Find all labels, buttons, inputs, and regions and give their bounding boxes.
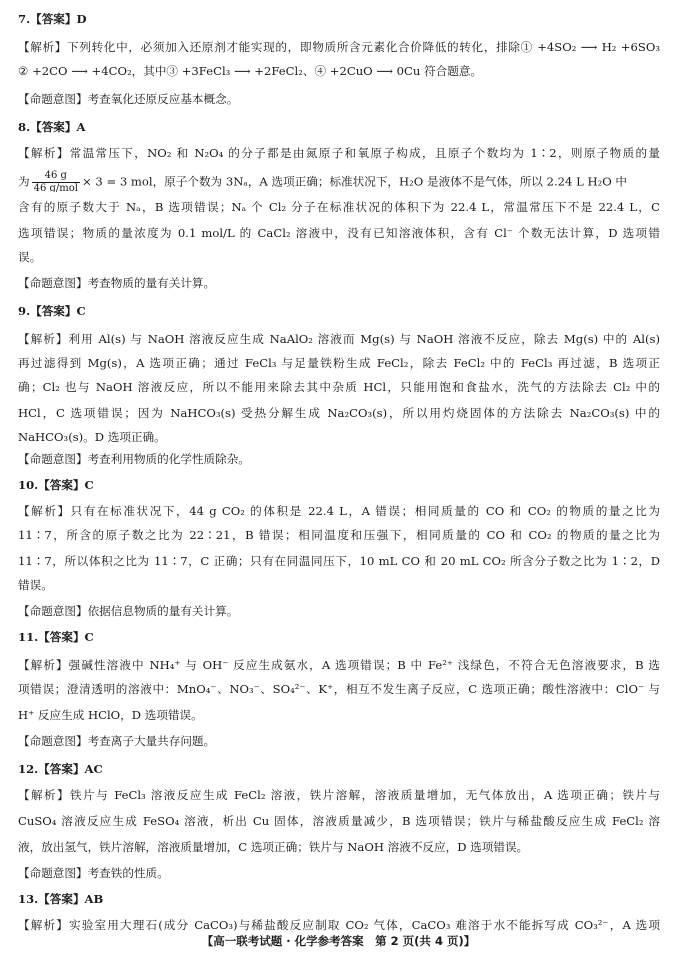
page-footer: 【高一联考试题 · 化学参考答案 第 2 页(共 4 页)】 bbox=[201, 934, 476, 948]
text-line: 【解析】常温常压下，NO₂ 和 N₂O₄ 的分子都是由氮原子和氧原子构成，且原子个数均为 1∶2，则原子物质的量 bbox=[18, 146, 660, 160]
text-line: 【命题意图】考查离子大量共存问题。 bbox=[18, 734, 216, 748]
text-line-body: × 3 = 3 mol，原子个数为 3Nₐ，A 选项正确；标准状况下，H₂O 是液体不是气体，所以 2.24 L H₂O 中 bbox=[81, 174, 628, 189]
text-line: 11∶7，所含的原子数之比为 22∶21，B 错误；相同温度和压强下，相同质量的 CO 和 CO₂ 的物质的量之比为 bbox=[18, 528, 660, 542]
text-line: 【解析】下列转化中，必须加入还原剂才能实现的，即物质所含元素化合价降低的转化，排除① +4SO₂ ⟶ H₂ +6SO₃ bbox=[18, 40, 660, 54]
text-line: 【命题意图】考查物质的量有关计算。 bbox=[18, 276, 216, 290]
text-line: 选项错误；物质的量浓度为 0.1 mol/L 的 CaCl₂ 溶液中，没有已知溶液体积，含有 Cl⁻ 个数无法计算，D 选项错 bbox=[18, 226, 660, 240]
text-line: 【解析】实验室用大理石(成分 CaCO₃)与稀盐酸反应制取 CO₂ 气体，CaCO₃ 难溶于水不能拆写成 CO₃²⁻，A 选项 bbox=[18, 918, 660, 932]
text-line: 8.【答案】A bbox=[18, 120, 86, 134]
fraction-denominator: 46 g/mol bbox=[33, 183, 78, 192]
text-line: 9.【答案】C bbox=[18, 304, 86, 318]
text-line: 液，放出氢气，铁片溶解，溶液质量增加，C 选项正确；铁片与 NaOH 溶液不反应，D 选项错误。 bbox=[18, 840, 529, 854]
text-line: 错误。 bbox=[18, 578, 53, 592]
text-line: 11∶7，所以体积之比为 11∶7，C 正确；只有在同温同压下，10 mL CO 和 20 mL CO₂ 所含分子数之比为 1∶2，D bbox=[18, 554, 660, 568]
text-line: CuSO₄ 溶液反应生成 FeSO₄ 溶液，析出 Cu 固体，溶液质量减少，B 选项错误；铁片与稀盐酸反应生成 FeCl₂ 溶 bbox=[18, 814, 660, 828]
text-line: H⁺ 反应生成 HClO，D 选项错误。 bbox=[18, 708, 203, 722]
text-line: 【命题意图】依据信息物质的量有关计算。 bbox=[18, 604, 239, 618]
molar-fraction bbox=[32, 170, 80, 192]
text-line: NaHCO₃(s)。D 选项正确。 bbox=[18, 430, 166, 444]
text-line: HCl，C 选项错误；因为 NaHCO₃(s) 受热分解生成 Na₂CO₃(s)，所以用灼烧固体的方法除去 Na₂CO₃(s) 中的 bbox=[18, 406, 660, 420]
text-line: 【命题意图】考查氧化还原反应基本概念。 bbox=[18, 92, 239, 106]
text-line: 11.【答案】C bbox=[18, 630, 94, 644]
text-line: 含有的原子数大于 Nₐ，B 选项错误；Nₐ 个 Cl₂ 分子在标准状况的体积下为 22.4 L，常温常压下不是 22.4 L，C bbox=[18, 200, 660, 214]
fraction-numerator: 46 g bbox=[32, 170, 80, 183]
text-line: 项错误；澄清透明的溶液中：MnO₄⁻、NO₃⁻、SO₄²⁻、K⁺，相互不发生离子反应，C 选项正确；酸性溶液中：ClO⁻ 与 bbox=[18, 682, 660, 696]
text-line: 【命题意图】考查利用物质的化学性质除杂。 bbox=[18, 452, 250, 466]
text-line: 12.【答案】AC bbox=[18, 762, 103, 776]
text-line: ② +2CO ⟶ +4CO₂，其中③ +3FeCl₃ ⟶ +2FeCl₂、④ +2CuO ⟶ 0Cu 符合题意。 bbox=[18, 64, 483, 78]
text-line: 【解析】铁片与 FeCl₃ 溶液反应生成 FeCl₂ 溶液，铁片溶解，溶液质量增加，无气体放出，A 选项正确；铁片与 bbox=[18, 788, 660, 802]
text-line: 【解析】强碱性溶液中 NH₄⁺ 与 OH⁻ 反应生成氨水，A 选项错误；B 中 Fe²⁺ 浅绿色，不符合无色溶液要求，B 选 bbox=[18, 658, 660, 672]
text-line: 7.【答案】D bbox=[18, 12, 87, 26]
text-line: 13.【答案】AB bbox=[18, 892, 104, 906]
text-line: 10.【答案】C bbox=[18, 478, 94, 492]
text-line: 【命题意图】考查铁的性质。 bbox=[18, 866, 169, 880]
text-line: 误。 bbox=[18, 250, 42, 264]
text-line: 确；Cl₂ 也与 NaOH 溶液反应，所以不能用来除去其中杂质 HCl，只能用饱和食盐水，洗气的方法除去 Cl₂ 中的 bbox=[18, 380, 660, 394]
text-line: 【解析】利用 Al(s) 与 NaOH 溶液反应生成 NaAlO₂ 溶液而 Mg(s) 与 NaOH 溶液不反应，除去 Mg(s) 中的 Al(s) bbox=[18, 332, 660, 346]
text-line: 【解析】只有在标准状况下，44 g CO₂ 的体积是 22.4 L，A 错误；相同质量的 CO 和 CO₂ 的物质的量之比为 bbox=[18, 504, 660, 518]
text-line: 再过滤得到 Mg(s)，A 选项正确；通过 FeCl₃ 与足量铁粉生成 FeCl₂，除去 FeCl₂ 中的 FeCl₃ 再过滤，B 选项正 bbox=[18, 356, 660, 370]
text-line bbox=[18, 170, 660, 192]
fraction-prefix: 为 bbox=[18, 174, 30, 189]
